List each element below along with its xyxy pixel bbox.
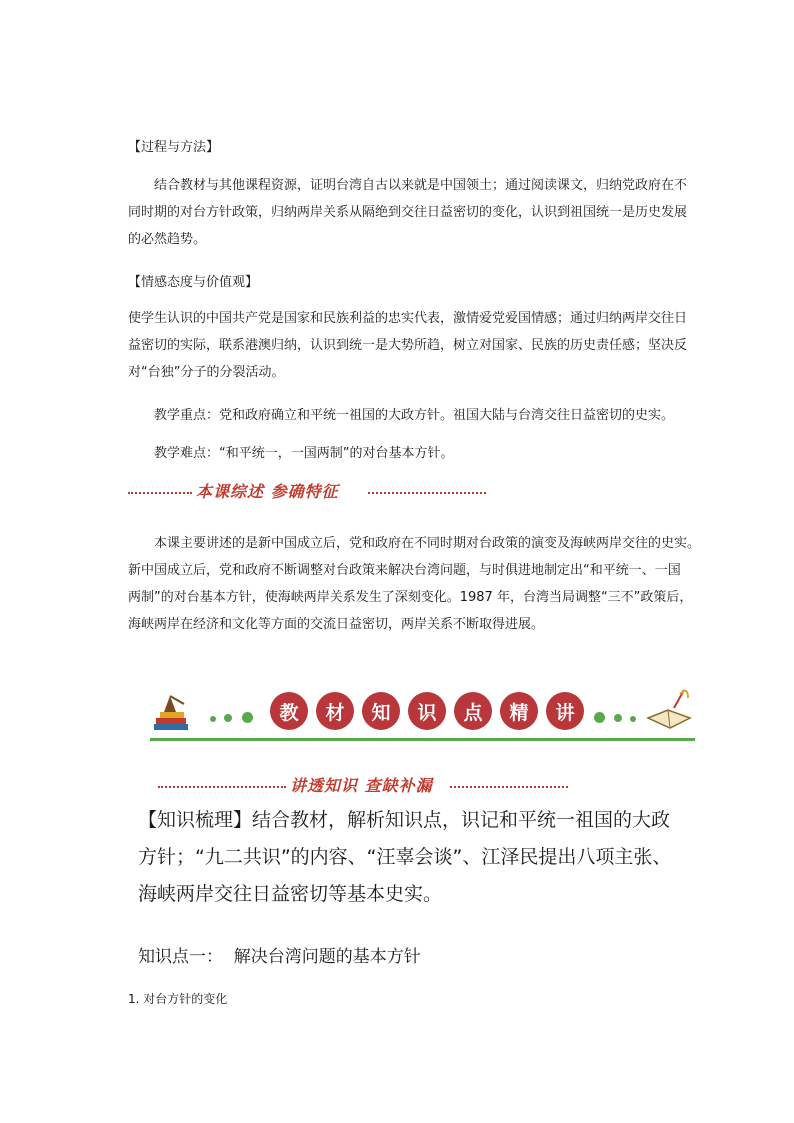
banner-char: 教 bbox=[270, 692, 308, 730]
banner-dot bbox=[630, 716, 636, 722]
emotion-line-1: 使学生认识的中国共产党是国家和民族利益的忠实代表，激情爱党爱国情感；通过归纳两岸交往日 bbox=[128, 311, 688, 326]
knowledge-summary-line-1: 【知识梳理】结合教材，解析知识点，识记和平统一祖国的大政 bbox=[138, 809, 671, 831]
banner-dot bbox=[224, 714, 232, 722]
overview-divider-left bbox=[128, 492, 192, 494]
banner-char: 识 bbox=[408, 692, 446, 730]
emotion-heading: 【情感态度与价值观】 bbox=[128, 275, 259, 290]
banner-char: 精 bbox=[500, 692, 538, 730]
banner-underline bbox=[150, 738, 695, 741]
emotion-line-2: 益密切的实际，联系港澳归纳，认识到统一是大势所趋，树立对国家、民族的历史责任感；坚决反 bbox=[128, 338, 688, 353]
emotion-paragraph bbox=[128, 305, 698, 386]
process-line-3: 的必然趋势。 bbox=[128, 232, 207, 247]
process-line-1: 结合教材与其他课程资源，证明台湾自古以来就是中国领土；通过阅读课文，归纳党政府在不 bbox=[154, 178, 688, 193]
banner-char: 知 bbox=[362, 692, 400, 730]
knowledge-divider-right bbox=[450, 786, 568, 788]
banner-dot bbox=[242, 712, 253, 723]
process-line-2: 同时期的对台方针政策，归纳两岸关系从隔绝到交往日益密切的变化，认识到祖国统一是历史发展 bbox=[128, 205, 688, 220]
overview-line-2: 新中国成立后，党和政府不断调整对台政策来解决台湾问题，与时俱进地制定出“和平统一、一国 bbox=[128, 563, 681, 578]
banner-char: 点 bbox=[454, 692, 492, 730]
difficult-point: 教学难点：“和平统一，一国两制”的对台基本方针。 bbox=[154, 446, 454, 461]
overview-line-1: 本课主要讲述的是新中国成立后，党和政府在不同时期对台政策的演变及海峡两岸交往的史实。 bbox=[154, 536, 701, 551]
emotion-line-3: 对“台独”分子的分裂活动。 bbox=[128, 365, 285, 380]
overview-divider-right bbox=[368, 492, 486, 494]
open-book-icon bbox=[644, 684, 694, 732]
banner-char: 材 bbox=[316, 692, 354, 730]
section-banner bbox=[150, 692, 695, 744]
books-icon bbox=[150, 692, 194, 732]
knowledge-point-1-title: 知识点一： 解决台湾问题的基本方针 bbox=[138, 947, 421, 967]
sub-heading-1: 1. 对台方针的变化 bbox=[128, 992, 228, 1006]
process-paragraph bbox=[128, 172, 688, 253]
knowledge-summary-line-2: 方针；“九二共识”的内容、“汪辜会谈”、江泽民提出八项主张、 bbox=[138, 846, 672, 868]
knowledge-divider-left bbox=[158, 786, 286, 788]
knowledge-summary-line-3: 海峡两岸交往日益密切等基本史实。 bbox=[138, 883, 443, 905]
banner-dot bbox=[614, 714, 622, 722]
key-point: 教学重点：党和政府确立和平统一祖国的大政方针。祖国大陆与台湾交往日益密切的史实。 bbox=[154, 408, 675, 423]
banner-dot bbox=[594, 712, 605, 723]
banner-char: 讲 bbox=[546, 692, 584, 730]
knowledge-summary bbox=[138, 802, 708, 913]
knowledge-divider-label: 讲透知识 查缺补漏 bbox=[290, 776, 433, 795]
overview-line-3: 两制”的对台基本方针，使海峡两岸关系发生了深刻变化。1987 年，台湾当局调整“三不”政策后， bbox=[128, 590, 693, 605]
overview-divider-label: 本课综述 参确特征 bbox=[196, 482, 339, 501]
overview-paragraph bbox=[128, 530, 708, 638]
banner-dot bbox=[210, 716, 216, 722]
process-heading: 【过程与方法】 bbox=[128, 140, 220, 155]
overview-line-4: 海峡两岸在经济和文化等方面的交流日益密切，两岸关系不断取得进展。 bbox=[128, 617, 545, 632]
